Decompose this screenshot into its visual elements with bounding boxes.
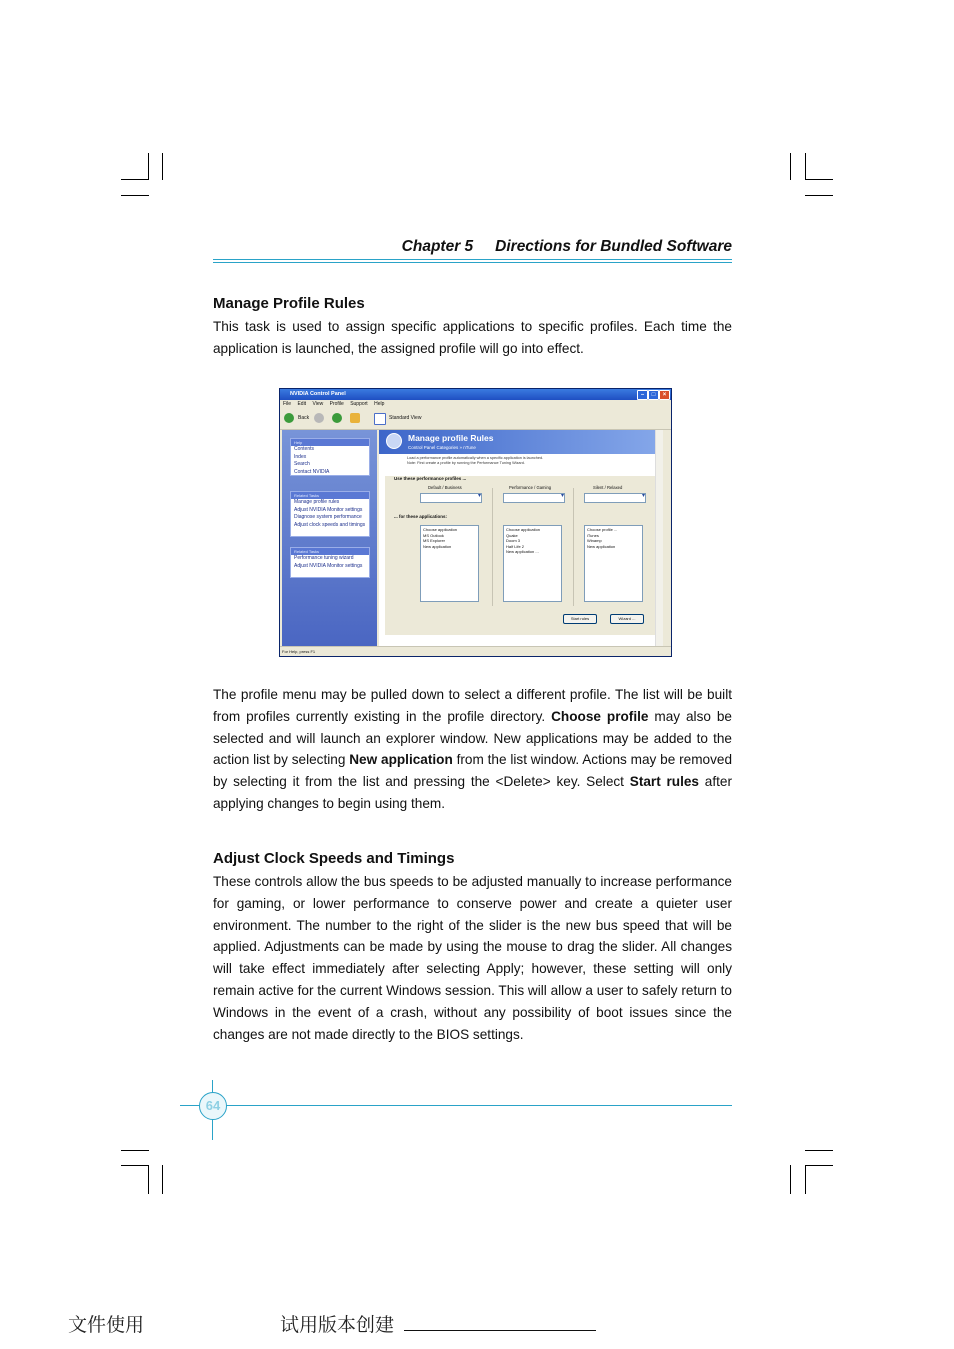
profile-dropdown xyxy=(503,493,565,503)
application-list xyxy=(420,525,479,602)
crop-mark xyxy=(162,1165,163,1194)
start-rules-button: Start rules xyxy=(563,614,597,624)
column-divider xyxy=(573,488,574,606)
note: Note: First create a profile by running the Performance Tuning Wizard. xyxy=(407,461,525,465)
help-item: Contact NVIDIA xyxy=(294,468,330,475)
crop-mark xyxy=(121,179,149,180)
help-box xyxy=(290,438,370,476)
clock-speeds-paragraph: These controls allow the bus speeds to be adjusted manually to increase performance for gaming, or lower performance to conserve power and create a quieter user environment. The number to the right of the slider is the new bus speed that will be applied. Adjustments can be made by using the mouse to drag the slider. All changes will take effect immediately after selecting Apply; however, these setting will only remain active for the current Windows session. This will allow a user to safely return to Windows in the event of a crash, without any possibility of boot issues since the changes are not made directly to the BIOS settings. xyxy=(213,874,732,1042)
footer-rule xyxy=(180,1105,732,1106)
profile-col-label: Performance / Gaming xyxy=(509,485,552,490)
bold-term: New application xyxy=(349,752,453,768)
bold-term: Start rules xyxy=(629,774,699,790)
section-heading-manage-profile-rules: Manage Profile Rules xyxy=(213,295,365,312)
back-icon xyxy=(284,413,294,423)
banner-breadcrumb: Control Panel Categories » nTune xyxy=(408,445,476,450)
menu-edit: Edit xyxy=(297,401,307,407)
crop-mark xyxy=(790,1165,791,1194)
crop-mark xyxy=(805,1150,833,1151)
crop-mark xyxy=(805,179,833,180)
application-list xyxy=(503,525,562,602)
chapter-title: Directions for Bundled Software xyxy=(495,238,732,255)
watermark-right: 试用版本创建 xyxy=(280,1314,395,1336)
vertical-scrollbar xyxy=(655,430,663,647)
crop-mark xyxy=(805,1165,806,1194)
crop-mark xyxy=(805,195,833,196)
crop-mark xyxy=(121,1165,149,1166)
text-run: after applying changes to begin using them. xyxy=(213,774,732,811)
header-rule xyxy=(213,259,732,260)
help-item: Contents xyxy=(294,446,315,452)
page-banner xyxy=(379,430,663,454)
crop-mark xyxy=(148,153,149,180)
list-item: New application xyxy=(587,543,616,549)
window-titlebar xyxy=(280,389,671,400)
menu-view: View xyxy=(312,401,324,407)
profile-rules-icon xyxy=(386,433,402,449)
toolbar xyxy=(280,408,671,430)
crop-mark xyxy=(121,1150,149,1151)
chapter-number: Chapter 5 xyxy=(401,238,474,255)
standard-view-label: Standard View xyxy=(389,415,422,421)
maximize-icon: □ xyxy=(648,390,659,400)
profile-dropdown xyxy=(420,493,482,503)
view-icon xyxy=(374,413,386,425)
crop-mark xyxy=(805,153,806,180)
status-bar: For Help, press F1 xyxy=(280,646,671,656)
window-title: NVIDIA Control Panel xyxy=(290,391,346,397)
help-box-title: Help xyxy=(291,439,369,446)
back-label: Back xyxy=(298,415,310,421)
banner-title: Manage profile Rules xyxy=(408,433,494,443)
running-header xyxy=(213,238,732,256)
list-item: Choose profile ... xyxy=(587,527,618,532)
bold-term: Choose profile xyxy=(551,708,649,724)
column-divider xyxy=(492,488,493,606)
application-list xyxy=(584,525,643,602)
content-pane xyxy=(379,430,663,647)
list-item: New application xyxy=(423,543,452,549)
underline-blank xyxy=(404,1330,596,1331)
up-icon xyxy=(332,413,342,423)
use-profiles-label: Use these performance profiles ... xyxy=(394,476,467,481)
list-item: iTunes xyxy=(587,532,599,538)
related-item: Adjust NVIDIA Monitor settings xyxy=(294,562,363,569)
section-intro: This task is used to assign specific applications to specific profiles. Each time the application is launched, the assigned profile will go into effect. xyxy=(213,319,732,356)
header-rule xyxy=(213,262,732,263)
watermark-left: 文件使用 xyxy=(68,1314,145,1336)
text-run: The profile menu may be pulled down to select a different profile. The list will be built from profiles currently existing in the profile directory. xyxy=(213,687,732,724)
list-item: Winamp xyxy=(587,538,602,544)
task-item: Adjust clock speeds and timings xyxy=(294,521,366,528)
related-box-title: Related Tasks xyxy=(291,548,369,555)
menu-support: Support xyxy=(350,401,368,407)
list-item: MS Outlook xyxy=(423,532,444,538)
menu-bar xyxy=(280,400,671,408)
related-box xyxy=(290,547,370,578)
crop-mark xyxy=(790,153,791,180)
wizard-button: Wizard ... xyxy=(610,614,644,624)
crop-mark xyxy=(148,1165,149,1194)
home-icon xyxy=(350,413,360,423)
tasks-box-title: Related Tasks xyxy=(291,492,369,499)
menu-profile: Profile xyxy=(329,401,344,407)
section-heading-adjust-clock: Adjust Clock Speeds and Timings xyxy=(213,850,455,867)
help-item: Search xyxy=(294,461,310,467)
list-item: Choose application xyxy=(423,527,458,532)
nvidia-control-panel-screenshot xyxy=(279,388,672,657)
for-apps-label: ... for these applications: xyxy=(394,514,448,519)
list-item: Quake xyxy=(506,532,518,538)
profile-dropdown xyxy=(584,493,646,503)
close-icon: × xyxy=(659,390,670,400)
text-run: from the list window. Actions may be removed by selecting it from the list and pressing the <Delete> key. Select xyxy=(213,752,733,790)
crop-mark xyxy=(162,153,163,180)
forward-icon xyxy=(314,413,324,423)
task-pane xyxy=(282,430,377,647)
help-item: Index xyxy=(294,453,307,460)
related-item: Performance tuning wizard xyxy=(294,555,354,561)
list-item: Doom 3 xyxy=(506,538,521,544)
crop-mark xyxy=(121,195,149,196)
rules-panel xyxy=(385,476,662,635)
profile-menu-paragraph xyxy=(213,684,732,815)
page-number: 64 xyxy=(199,1092,227,1120)
list-item: Choose application xyxy=(506,527,541,532)
profile-col-label: Silent / Relaxed xyxy=(593,485,623,490)
list-item: MS Explorer xyxy=(423,538,446,544)
list-item: New application ... xyxy=(506,549,539,555)
profile-col-label: Default / Business xyxy=(428,485,462,490)
menu-file: File xyxy=(283,401,292,407)
menu-help: Help xyxy=(374,401,385,407)
list-item: Half Life 2 xyxy=(506,543,525,549)
minimize-icon: – xyxy=(637,390,648,400)
text-run: may also be selected and will launch an explorer window. New applications may be added to the action list by selecting xyxy=(213,708,732,768)
task-item: Adjust NVIDIA Monitor settings xyxy=(294,506,363,513)
task-item: Diagnose system performance xyxy=(294,514,362,520)
crop-mark xyxy=(805,1165,833,1166)
tasks-box xyxy=(290,491,370,537)
description: Load a performance profile automatically when a specific application is launched. xyxy=(407,456,544,460)
task-item: Manage profile rules xyxy=(294,499,340,505)
